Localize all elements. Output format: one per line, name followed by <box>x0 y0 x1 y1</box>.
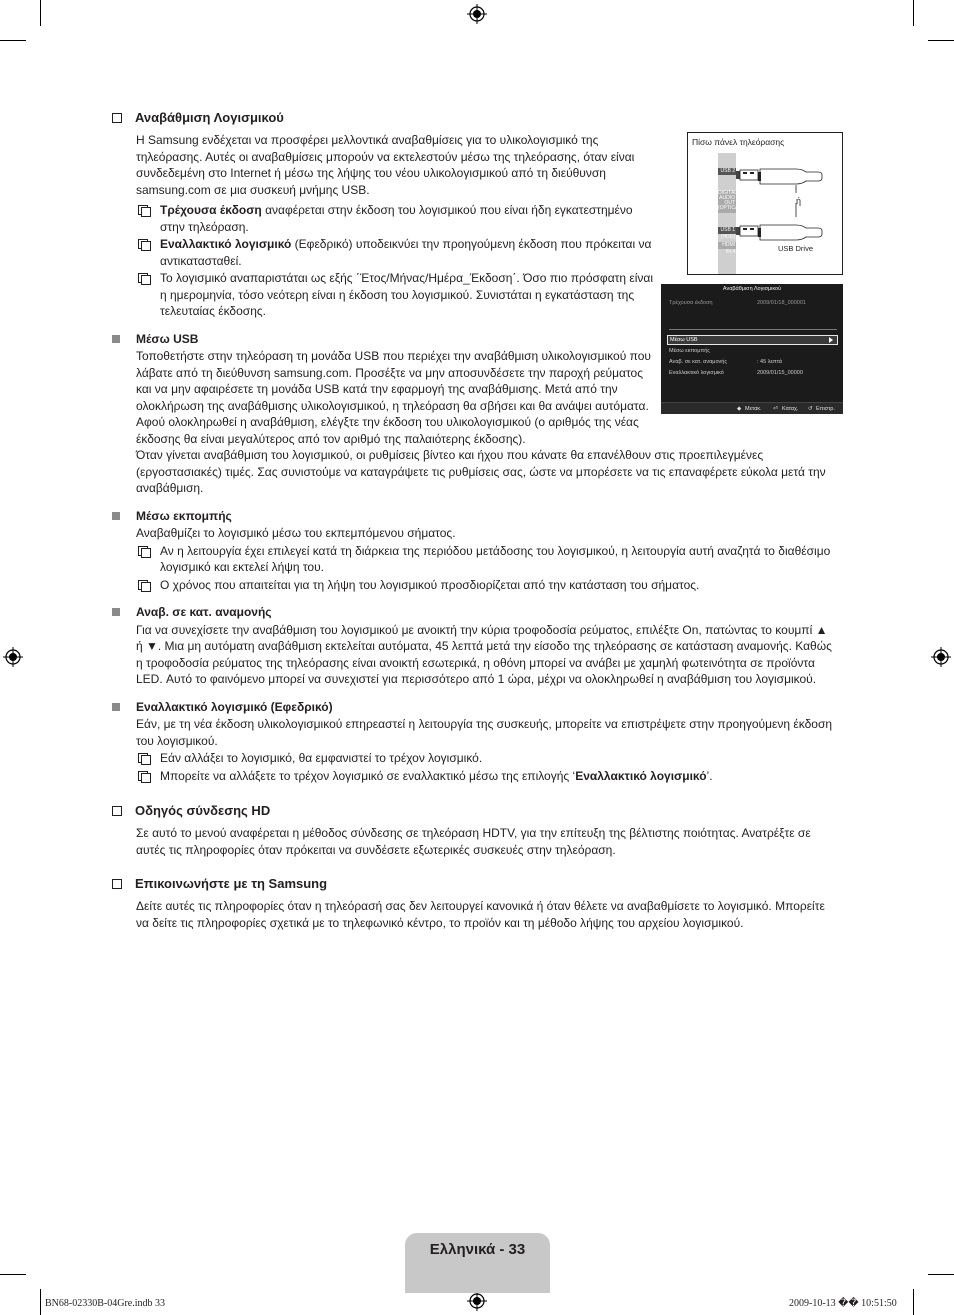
subheading-standby: Αναβ. σε κατ. αναμονής <box>112 604 852 621</box>
square-bullet-icon <box>112 608 120 616</box>
section-heading-software-update: Αναβάθμιση Λογισμικού <box>112 109 852 127</box>
square-bullet-icon <box>112 703 120 711</box>
standby-paragraph: Για να συνεχίσετε την αναβάθμιση του λογισμικού με ανοικτή την κύρια τροφοδοσία ρεύματος, επιλέξτε On, πατώντας το κουμπί ▲ ή ▼. Μια μη αυτόματη αναβάθμιση εκτελείται αυτόματα, 45 λεπτά μετά την είσοδο της τηλεόρασης σε κατάσταση αναμονής. Καθώς η τροφοδοσία ρεύματος της τηλεόρασης είναι ανοικτή εσωτερικά, η οθόνη μπορεί να ανάβει με χαμηλή φωτεινότητα σε προϊόντα LED. Αυτό το φαινόμενο μπορεί να συνεχιστεί για περισσότερο από 1 ώρα, μέχρι να ολοκληρωθεί η αναβάθμιση του λογισμικού. <box>136 622 832 686</box>
hd-guide-paragraph: Σε αυτό το μενού αναφέρεται η μέθοδος σύνδεσης σε τηλεόραση HDTV, για την επίτευξη της βέλτιστης ποιότητας. Ανατρέξτε σε αυτές τις πληροφορίες όταν πρόκειται να συνδέσετε εξωτερικές συσκευές στην τηλεόραση. <box>136 826 811 857</box>
move-icon: ◆ <box>737 406 742 412</box>
registration-mark-icon <box>467 4 487 24</box>
usb-paragraph: Τοποθετήστε στην τηλεόραση τη μονάδα USB που περιέχει την αναβάθμιση υλικολογισμικού που λάβατε από τη διεύθυνση samsung.com. Προσέξτε να μην αποσυνδέσετε την παροχή ρεύματος και να μην αφαιρέσετε τη μονάδα USB κατά την εφαρμογή της αναβάθμισης. Μετά από την ολοκλήρωση της αναβάθμισης υλικολογισμικού, η τηλεόραση θα σβήσει και θα ανάψει αυτόματα. Αφού ολοκληρωθεί η αναβάθμιση, ελέγξτε την έκδοση του υλικολογισμικού (ο αριθμός της νέας έκδοσης θα είναι μεγαλύτερος από τον αριθμό της παλαιότερης έκδοσης). <box>136 349 651 446</box>
note-broadcast-search: Αν η λειτουργία έχει επιλεγεί κατά τη διάρκεια της περιόδου μετάδοσης του λογισμικού, η λειτουργία αυτή αναζητά το διαθέσιμο λογισμικό και εκτελεί λήψη του. <box>136 543 852 576</box>
square-bullet-icon <box>112 512 120 520</box>
note-icon <box>136 236 160 252</box>
osd-footer-move: Μετακ. <box>745 406 762 412</box>
panel-title: Πίσω πάνελ τηλεόρασης <box>692 137 785 147</box>
note-broadcast-time: Ο χρόνος που απαιτείται για τη λήψη του λογισμικού προσδιορίζεται από την κατάσταση του σήματος. <box>136 577 852 594</box>
osd-divider <box>669 329 837 330</box>
section-heading-hd-guide: Οδηγός σύνδεσης HD <box>112 802 852 820</box>
osd-footer-return: Επιστρ. <box>816 406 835 412</box>
tv-back-panel-figure <box>687 132 843 275</box>
registration-mark-icon <box>3 647 23 667</box>
checkbox-bullet-icon <box>112 806 122 816</box>
osd-footer-enter: Καταχ. <box>782 406 799 412</box>
intro-paragraph: Η Samsung ενδέχεται να προσφέρει μελλοντικά αναβαθμίσεις για το υλικολογισμικό της τηλεόρασης. Αυτές οι αναβαθμίσεις μπορούν να εκτελεστούν μέσω της τηλεόρασης, όταν είναι συνδεδεμένη στο Internet ή μέσω της λήψης του νέου υλικολογισμικού από τη διεύθυνση samsung.com σε μια συσκευή μνήμης USB. <box>136 133 635 197</box>
panel-strip <box>718 153 743 274</box>
osd-footer <box>661 402 843 414</box>
contact-paragraph: Δείτε αυτές τις πληροφορίες όταν η τηλεόρασή σας δεν λειτουργεί κανονικά ή όταν θέλετε να αναβαθμίσετε το λογισμικό. Μπορείτε να δείτε τις πληροφορίες σχετικά με το τηλεφωνικό κέντρο, το προϊόν και τη μέθοδο λήψης του αρχείου λογισμικού. <box>136 899 825 930</box>
crop-mark <box>928 40 954 41</box>
note-icon <box>136 543 160 559</box>
osd-menu-item-broadcast[interactable]: Μέσω εκπομπής <box>669 348 710 354</box>
crop-mark <box>913 0 914 26</box>
section-heading-contact: Επικοινωνήστε με τη Samsung <box>112 875 852 893</box>
or-label: ή <box>796 196 802 206</box>
note-current-version: Τρέχουσα έκδοση αναφέρεται στην έκδοση του λογισμικού που είναι ήδη εγκατεστημένο στην τηλεόραση. <box>136 202 656 235</box>
subheading-alternative: Εναλλακτικό λογισμικό (Εφεδρικό) <box>112 699 852 716</box>
port-label-usb2: USB 2 <box>718 168 736 175</box>
square-bullet-icon <box>112 335 120 343</box>
note-alternative-change: Μπορείτε να αλλάξετε το τρέχον λογισμικό σε εναλλακτικό μέσω της επιλογής ‘Εναλλακτικό λογισμικό’. <box>136 768 836 785</box>
port-label-optical: DIGITAL AUDIO OUT (OPTICAL) <box>718 190 743 211</box>
usb-drive-label: USB Drive <box>778 244 814 253</box>
note-version-format: Το λογισμικό αναπαριστάται ως εξής ΄Έτος/Μήνας/Ημέρα_Έκδοση΄. Όσο πιο πρόσφατη είναι η ημερομηνία, τόσο νεότερη είναι η έκδοση του λογισμικού. Συνιστάται η εγκατάσταση της τελευταίας έκδοσης. <box>136 270 656 320</box>
note-icon <box>136 270 160 286</box>
crop-mark <box>928 1274 954 1275</box>
subheading-broadcast: Μέσω εκπομπής <box>112 508 852 525</box>
page-number: Ελληνικά - 33 <box>429 1241 526 1258</box>
footer-timestamp: 2009-10-13 �� 10:51:50 <box>789 1298 897 1309</box>
osd-current-version: Τρέχουσα έκδοση 2009/01/18_000001 <box>669 300 806 306</box>
crop-mark <box>40 1289 41 1315</box>
usb-warning-paragraph: Όταν γίνεται αναβάθμιση του λογισμικού, οι ρυθμίσεις βίντεο και ήχου που κάνατε θα επανέλθουν στις προεπιλεγμένες (εργοστασιακές) τιμές. Σας συνιστούμε να καταγράψετε τις ρυθμίσεις σας, ώστε να μπορέσετε να τις επαναφέρετε εύκολα μετά την αναβάθμιση. <box>136 448 826 495</box>
osd-menu-item-standby[interactable]: Αναβ. σε κατ. αναμονής : 45 λεπτά <box>669 359 782 365</box>
usb-stick-icon <box>736 161 824 251</box>
note-alternative-shown: Εάν αλλάξει το λογισμικό, θα εμφανιστεί το τρέχον λογισμικό. <box>136 750 836 767</box>
osd-menu-item-usb[interactable]: Μέσω USB <box>667 335 838 345</box>
crop-mark <box>0 40 26 41</box>
crop-mark <box>913 1289 914 1315</box>
note-icon <box>136 768 160 784</box>
osd-title: Αναβάθμιση Λογισμικού <box>722 286 782 292</box>
note-icon <box>136 202 160 218</box>
port-label-usb1: USB 1 (HDD) <box>718 227 736 234</box>
note-icon <box>136 750 160 766</box>
registration-mark-icon <box>467 1291 487 1311</box>
crop-mark <box>40 0 41 26</box>
checkbox-bullet-icon <box>112 879 122 889</box>
checkbox-bullet-icon <box>112 113 122 123</box>
software-update-osd <box>661 284 843 414</box>
subheading-usb: Μέσω USB <box>112 331 852 348</box>
broadcast-paragraph: Αναβαθμίζει το λογισμικό μέσω του εκπεμπόμενου σήματος. <box>136 526 456 540</box>
enter-icon: ⏎ <box>773 406 778 412</box>
note-icon <box>136 577 160 593</box>
registration-mark-icon <box>931 647 951 667</box>
page-number-tab <box>405 1233 550 1293</box>
return-icon: ↺ <box>808 406 813 412</box>
port-label-hdmi4: HDMI IN 4 <box>718 242 736 249</box>
alternative-paragraph: Εάν, με τη νέα έκδοση υλικολογισμικού επηρεαστεί η λειτουργία της συσκευής, μπορείτε να επιστρέψετε στην προηγούμενη έκδοση του λογισμικού. <box>136 717 833 748</box>
crop-mark <box>0 1274 26 1275</box>
note-alternative-software: Εναλλακτικό λογισμικό (Εφεδρικό) υποδεικνύει την προηγούμενη έκδοση που πρόκειται να αντικατασταθεί. <box>136 236 656 269</box>
arrow-right-icon <box>829 337 833 343</box>
osd-menu-item-alternative[interactable]: Εναλλακτικό λογισμικό 2009/01/15_00000 <box>669 370 803 376</box>
footer-file-info: BN68-02330B-04Gre.indb 33 <box>45 1298 165 1309</box>
